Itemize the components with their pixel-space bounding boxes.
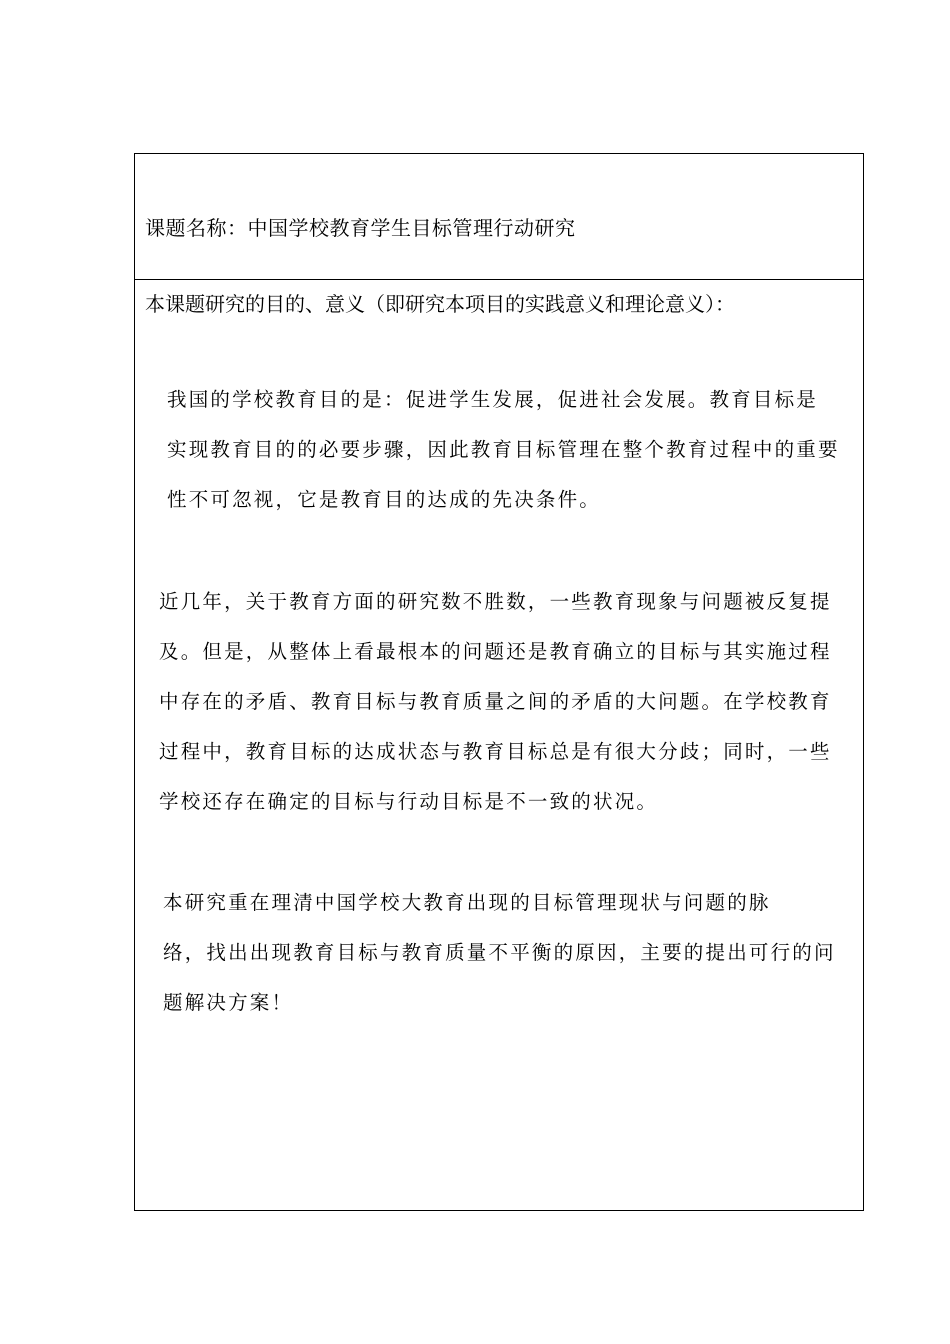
paragraph-line: 学校还存在确定的目标与行动目标是不一致的状况。 [159, 790, 659, 813]
paragraph-line: 性不可忽视，它是教育目的达成的先决条件。 [167, 488, 602, 511]
paragraph-line: 络，找出出现教育目标与教育质量不平衡的原因，主要的提出可行的问 [163, 941, 836, 964]
paragraph-line: 及。但是，从整体上看最根本的问题还是教育确立的目标与其实施过程 [159, 640, 832, 663]
paragraph-3 [163, 878, 857, 1028]
paragraph-line: 实现教育目的的必要步骤，因此教育目标管理在整个教育过程中的重要 [167, 438, 840, 461]
paragraph-line: 过程中，教育目标的达成状态与教育目标总是有很大分歧；同时，一些 [159, 740, 832, 763]
paragraph-1 [167, 375, 857, 525]
title-row [135, 154, 863, 280]
project-form-table [134, 153, 864, 1211]
paragraph-2 [159, 577, 857, 827]
paragraph-line: 本研究重在理清中国学校大教育出现的目标管理现状与问题的脉 [163, 891, 771, 914]
purpose-section [135, 280, 863, 1210]
paragraph-line: 题解决方案！ [163, 991, 294, 1014]
paragraph-line: 我国的学校教育目的是：促进学生发展，促进社会发展。教育目标是 [167, 388, 819, 411]
project-title: 课题名称：中国学校教育学生目标管理行动研究 [145, 216, 576, 240]
paragraph-line: 近几年，关于教育方面的研究数不胜数，一些教育现象与问题被反复提 [159, 590, 832, 613]
section-heading: 本课题研究的目的、意义（即研究本项目的实践意义和理论意义）： [145, 292, 735, 316]
paragraph-line: 中存在的矛盾、教育目标与教育质量之间的矛盾的大问题。在学校教育 [159, 690, 832, 713]
